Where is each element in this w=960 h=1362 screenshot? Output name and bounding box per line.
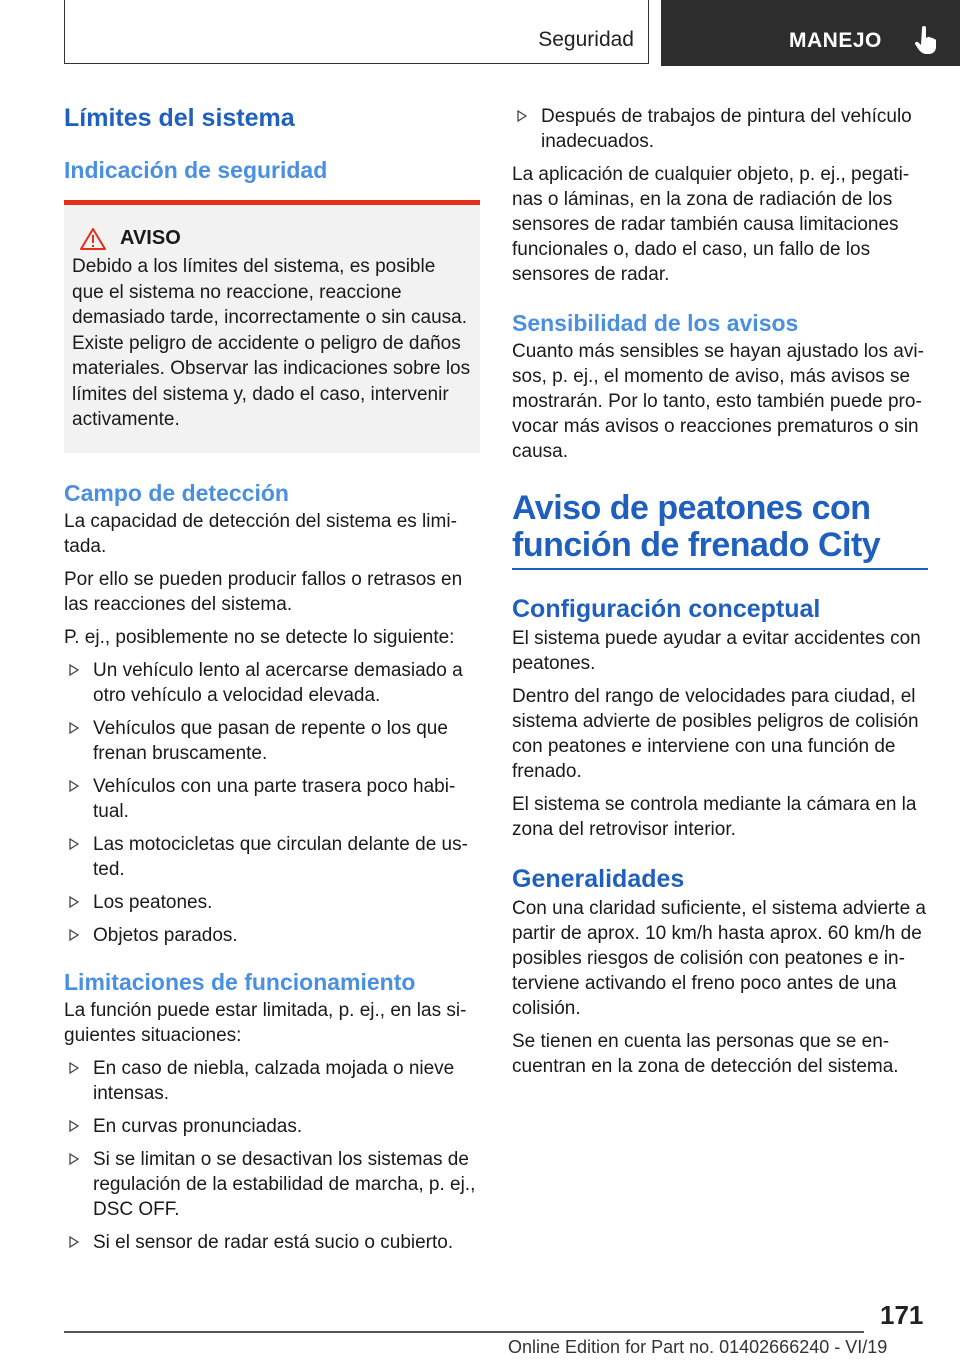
- header-section-box: [64, 0, 649, 64]
- detection-paragraph-3: P. ej., posiblemente no se detecte lo siguiente:: [64, 626, 455, 648]
- list-item: Los peatones.: [64, 890, 480, 915]
- list-item: Vehículos con una parte trasera poco habitual.: [64, 774, 480, 824]
- safety-subtitle: Indicación de seguridad: [64, 157, 328, 183]
- detection-paragraph-2: Por ello se pueden producir fallos o retrasos en las reacciones del sistema.: [64, 568, 463, 615]
- sensitivity-heading: Sensibilidad de los avisos: [512, 310, 799, 336]
- sensitivity-paragraph: Cuanto más sensibles se hayan ajustado los avisos, p. ej., el momento de aviso, más avisos se mostrarán. Por lo tanto, esto también puede provocar más avisos o reacciones prematuros o sin causa.: [512, 341, 924, 462]
- triangle-bullet-icon: [517, 110, 527, 122]
- list-item: En curvas pronunciadas.: [64, 1114, 480, 1139]
- triangle-bullet-icon: [69, 1236, 79, 1248]
- list-item: En caso de niebla, calzada mojada o nieve intensas.: [64, 1056, 480, 1106]
- triangle-bullet-icon: [69, 780, 79, 792]
- triangle-bullet-icon: [69, 1062, 79, 1074]
- detection-paragraph-1: La capacidad de detección del sistema es limitada.: [64, 510, 457, 557]
- general-paragraph-1: Con una claridad suficiente, el sistema advierte a partir de aprox. 10 km/h hasta aprox. 60 km/h de posibles riesgos de colisión con peatones e interviene activando el freno poco antes de una colisión.: [512, 898, 927, 1019]
- limitations-paragraph: La función puede estar limitada, p. ej., en las siguientes situaciones:: [64, 999, 467, 1046]
- warning-text: Debido a los límites del sistema, es posible que el sistema no reaccione, reaccione demasiado tarde, incorrectamente o sin causa. Existe peligro de accidente o peligro de daños materiales. Observar las indicaciones sobre los límites del sistema y, dado el caso, intervenir activamente.: [72, 256, 471, 430]
- triangle-bullet-icon: [69, 1120, 79, 1132]
- limitations-heading: Limitaciones de funcionamiento: [64, 968, 416, 995]
- config-paragraph-3: El sistema se controla mediante la cámara en la zona del retrovisor interior.: [512, 794, 917, 840]
- chapter-title-block: [512, 490, 928, 570]
- list-item: Si se limitan o se desactivan los sistemas de regulación de la estabilidad de marcha, p. ej., DSC OFF.: [64, 1147, 480, 1222]
- config-paragraph-1: El sistema puede ayudar a evitar accidentes con peatones.: [512, 628, 921, 674]
- list-item: Si el sensor de radar está sucio o cubierto.: [64, 1230, 480, 1255]
- continued-list: [512, 104, 928, 154]
- list-item: Objetos parados.: [64, 923, 480, 948]
- config-paragraph-2: Dentro del rango de velocidades para ciudad, el sistema advierte de posibles peligros de colisión con peatones e interviene con una función de frenado.: [512, 686, 919, 782]
- triangle-bullet-icon: [69, 838, 79, 850]
- footer-edition: Online Edition for Part no. 01402666240 - VI/19: [508, 1337, 888, 1357]
- warning-label: AVISO: [120, 227, 181, 249]
- section-title: Límites del sistema: [64, 104, 295, 132]
- triangle-bullet-icon: [69, 722, 79, 734]
- warning-triangle-icon: [80, 228, 106, 250]
- list-item: Después de trabajos de pintura del vehículo inadecuados.: [512, 104, 928, 154]
- footer-divider: [64, 1331, 864, 1333]
- header-chapter-tab: [661, 0, 960, 66]
- header-tab-label: MANEJO: [789, 29, 882, 52]
- triangle-bullet-icon: [69, 664, 79, 676]
- warning-box: [64, 200, 480, 453]
- left-column: [64, 100, 480, 1255]
- triangle-bullet-icon: [69, 929, 79, 941]
- right-column: [512, 104, 928, 1079]
- list-item: Un vehículo lento al acercarse demasiado a otro vehículo a velocidad elevada.: [64, 658, 480, 708]
- detection-heading: Campo de detección: [64, 479, 289, 506]
- list-item: Las motocicletas que circulan delante de usted.: [64, 832, 480, 882]
- list-item: Vehículos que pasan de repente o los que frenan bruscamente.: [64, 716, 480, 766]
- page-number: 171: [880, 1300, 924, 1330]
- triangle-bullet-icon: [69, 896, 79, 908]
- application-paragraph: La aplicación de cualquier objeto, p. ej., pegatinas o láminas, en la zona de radiación de los sensores de radar también causa limitaciones funcionales o, dado el caso, un fallo de los sensores de radar.: [512, 164, 910, 285]
- chapter-title: Aviso de peatones con función de frenado City: [512, 489, 881, 564]
- general-heading: Generalidades: [512, 865, 685, 893]
- detection-list: [64, 658, 480, 948]
- header-section-label: Seguridad: [538, 28, 634, 51]
- general-paragraph-2: Se tienen en cuenta las personas que se encuentran en la zona de detección del sistema.: [512, 1031, 899, 1077]
- warning-header: [72, 227, 472, 250]
- config-heading: Configuración conceptual: [512, 595, 821, 623]
- limitations-list: [64, 1056, 480, 1255]
- hand-pointer-icon: [913, 26, 939, 54]
- triangle-bullet-icon: [69, 1153, 79, 1165]
